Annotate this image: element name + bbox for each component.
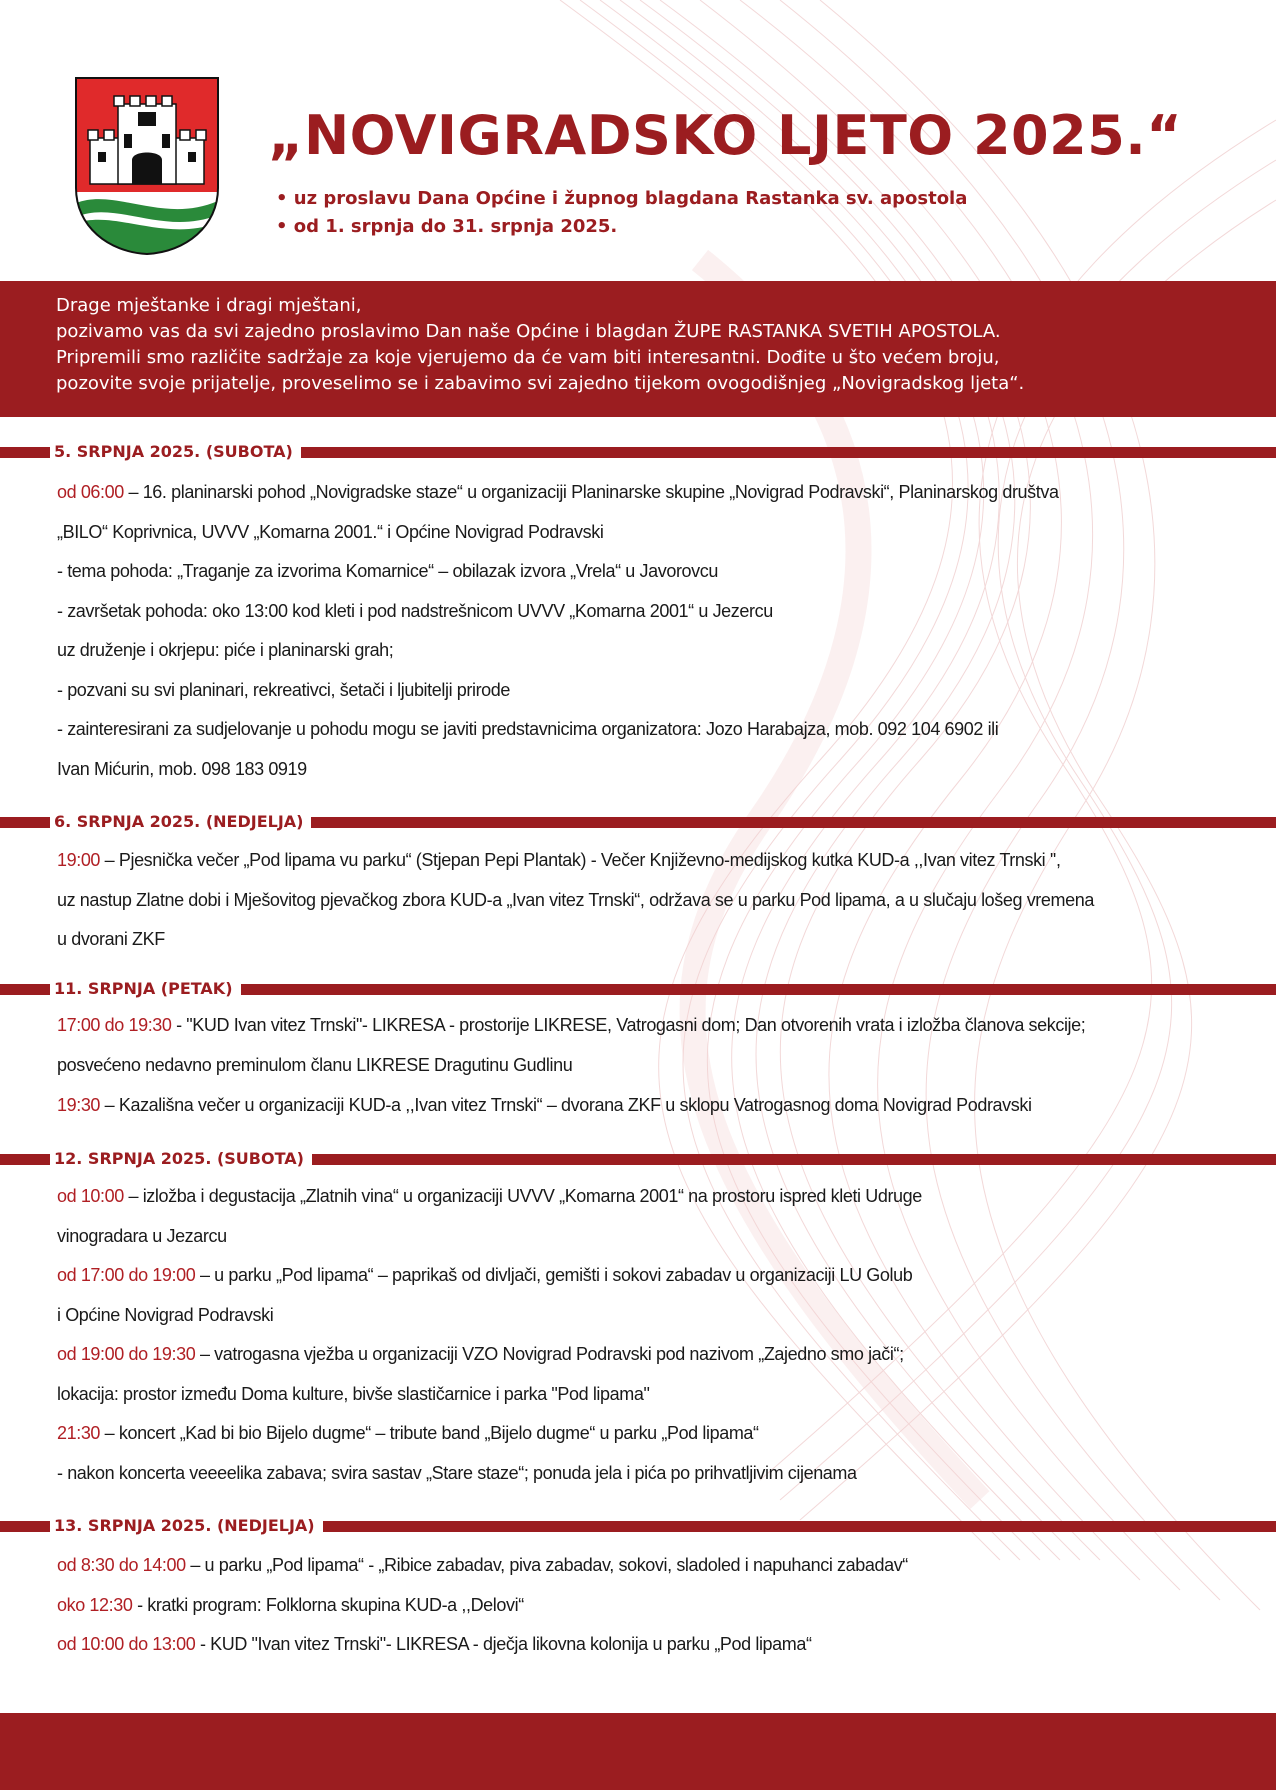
program-text: – 16. planinarski pohod „Novigradske staze“ u organizaciji Planinarske skupine „Novigrad Podravski“, Planinarskog društva bbox=[123, 482, 1059, 502]
program-line bbox=[57, 1632, 812, 1656]
program-line bbox=[57, 1461, 857, 1485]
program-line bbox=[57, 1342, 904, 1366]
program-line bbox=[57, 717, 998, 741]
program-text: - nakon koncerta veeeelika zabava; svira sastav „Stare staze“; ponuda jela i pića po prihvatljivim cijenama bbox=[57, 1463, 857, 1483]
program-text: uz druženje i okrjepu: piće i planinarski grah; bbox=[57, 640, 394, 660]
date-heading bbox=[0, 1148, 1276, 1170]
municipality-coat-of-arms-icon bbox=[74, 76, 220, 256]
program-text: – u parku „Pod lipama“ - „Ribice zabadav, piva zabadav, sokovi, sladoled i napuhanci zabadav“ bbox=[185, 1555, 908, 1575]
program-line bbox=[57, 1053, 572, 1077]
program-line bbox=[57, 1184, 922, 1208]
program-time: od 10:00 bbox=[57, 1186, 124, 1206]
date-heading-label: 5. SRPNJA 2025. (SUBOTA) bbox=[50, 441, 301, 463]
program-line bbox=[57, 848, 1061, 872]
program-line bbox=[57, 927, 165, 951]
program-line bbox=[57, 1013, 1085, 1037]
program-text: vinogradara u Jezarcu bbox=[57, 1226, 227, 1246]
subtitle-occasion: • uz proslavu Dana Općine i župnog blagdana Rastanka sv. apostola bbox=[276, 188, 968, 209]
program-text: Ivan Mićurin, mob. 098 183 0919 bbox=[57, 759, 307, 779]
program-text: „BILO“ Koprivnica, UVVV „Komarna 2001.“ i Općine Novigrad Podravski bbox=[57, 522, 604, 542]
program-time: 19:30 bbox=[57, 1095, 101, 1115]
date-heading bbox=[0, 978, 1276, 1000]
program-time: 21:30 bbox=[57, 1423, 101, 1443]
subtitle-date-range: • od 1. srpnja do 31. srpnja 2025. bbox=[276, 216, 618, 237]
program-text: – izložba i degustacija „Zlatnih vina“ u organizaciji UVVV „Komarna 2001“ na prostoru ispred kleti Udruge bbox=[123, 1186, 922, 1206]
intro-line: Pripremili smo različite sadržaje za koje vjerujemo da će vam biti interesantni. Dođite u što većem broju, bbox=[56, 347, 1000, 368]
program-text: posvećeno nedavno preminulom članu LIKRESE Dragutinu Gudlinu bbox=[57, 1055, 573, 1075]
program-time: oko 12:30 bbox=[57, 1595, 133, 1615]
program-text: - pozvani su svi planinari, rekreativci, šetači i ljubitelji prirode bbox=[57, 680, 510, 700]
program-line bbox=[57, 1593, 524, 1617]
program-line bbox=[57, 757, 307, 781]
program-text: i Općine Novigrad Podravski bbox=[57, 1305, 274, 1325]
program-line bbox=[57, 480, 1059, 504]
program-line bbox=[57, 888, 1094, 912]
program-line bbox=[57, 559, 718, 583]
program-time: 17:00 do 19:30 bbox=[57, 1015, 172, 1035]
date-heading-label: 12. SRPNJA 2025. (SUBOTA) bbox=[50, 1148, 312, 1170]
program-line bbox=[57, 1303, 273, 1327]
program-line bbox=[57, 1421, 759, 1445]
program-time: od 17:00 do 19:00 bbox=[57, 1265, 196, 1285]
program-time: od 06:00 bbox=[57, 482, 124, 502]
intro-line: pozivamo vas da svi zajedno proslavimo Dan naše Općine i blagdan ŽUPE RASTANKA SVETIH APOSTOLA. bbox=[56, 321, 1001, 342]
program-text: – Pjesnička večer „Pod lipama vu parku“ (Stjepan Pepi Plantak) - Večer Književno-medijskog kutka KUD-a ,,Ivan vitez Trnski '', bbox=[100, 850, 1061, 870]
program-text: - "KUD Ivan vitez Trnski"- LIKRESA - prostorije LIKRESE, Vatrogasni dom; Dan otvorenih vrata i izložba članova sekcije; bbox=[171, 1015, 1086, 1035]
date-heading bbox=[0, 1515, 1276, 1537]
date-heading-label: 6. SRPNJA 2025. (NEDJELJA) bbox=[50, 811, 311, 833]
intro-banner bbox=[0, 281, 1276, 417]
program-line bbox=[57, 678, 510, 702]
program-text: - zainteresirani za sudjelovanje u pohodu mogu se javiti predstavnicima organizatora: Jozo Harabajza, mob. 092 104 6902 ili bbox=[57, 719, 999, 739]
program-text: - kratki program: Folklorna skupina KUD-a ,,Delovi“ bbox=[132, 1595, 524, 1615]
program-text: – koncert „Kad bi bio Bijelo dugme“ – tribute band „Bijelo dugme“ u parku „Pod lipama“ bbox=[100, 1423, 759, 1443]
program-line bbox=[57, 638, 393, 662]
program-line bbox=[57, 520, 603, 544]
program-text: – u parku „Pod lipama“ – paprikaš od divljači, gemišti i sokovi zabadav u organizaciji LU Golub bbox=[195, 1265, 913, 1285]
footer-bar bbox=[0, 1713, 1276, 1790]
intro-line: pozovite svoje prijatelje, proveselimo se i zabavimo svi zajedno tijekom ovogodišnjeg „Novigradskog ljeta“. bbox=[56, 373, 1025, 394]
program-line bbox=[57, 1093, 1032, 1117]
date-heading bbox=[0, 811, 1276, 833]
program-text: lokacija: prostor između Doma kulture, bivše slastičarnice i parka "Pod lipama" bbox=[57, 1384, 650, 1404]
program-line bbox=[57, 1224, 227, 1248]
page-title: „NOVIGRADSKO LJETO 2025.“ bbox=[268, 104, 1183, 167]
date-heading bbox=[0, 441, 1276, 463]
intro-line: Drage mještanke i dragi mještani, bbox=[56, 295, 362, 316]
program-text: - završetak pohoda: oko 13:00 kod kleti i pod nadstrešnicom UVVV „Komarna 2001“ u Jezercu bbox=[57, 601, 773, 621]
program-line bbox=[57, 599, 773, 623]
program-time: od 19:00 do 19:30 bbox=[57, 1344, 196, 1364]
program-line bbox=[57, 1382, 649, 1406]
program-text: - tema pohoda: „Traganje za izvorima Komarnice“ – obilazak izvora „Vrela“ u Javorovcu bbox=[57, 561, 718, 581]
program-line bbox=[57, 1263, 912, 1287]
program-text: u dvorani ZKF bbox=[57, 929, 165, 949]
date-heading-label: 11. SRPNJA (PETAK) bbox=[50, 978, 241, 1000]
program-text: uz nastup Zlatne dobi i Mješovitog pjevačkog zbora KUD-a „Ivan vitez Trnski“, održava se u parku Pod lipama, a u slučaju lošeg vremena bbox=[57, 890, 1094, 910]
program-line bbox=[57, 1553, 908, 1577]
program-time: od 10:00 do 13:00 bbox=[57, 1634, 196, 1654]
program-time: 19:00 bbox=[57, 850, 101, 870]
program-text: – vatrogasna vježba u organizaciji VZO Novigrad Podravski pod nazivom „Zajedno smo jači“; bbox=[195, 1344, 904, 1364]
program-text: – Kazališna večer u organizaciji KUD-a ,,Ivan vitez Trnski“ – dvorana ZKF u sklopu Vatrogasnog doma Novigrad Podravski bbox=[100, 1095, 1032, 1115]
program-time: od 8:30 do 14:00 bbox=[57, 1555, 186, 1575]
date-heading-label: 13. SRPNJA 2025. (NEDJELJA) bbox=[50, 1515, 323, 1537]
program-text: - KUD "Ivan vitez Trnski"- LIKRESA - dječja likovna kolonija u parku „Pod lipama“ bbox=[195, 1634, 812, 1654]
